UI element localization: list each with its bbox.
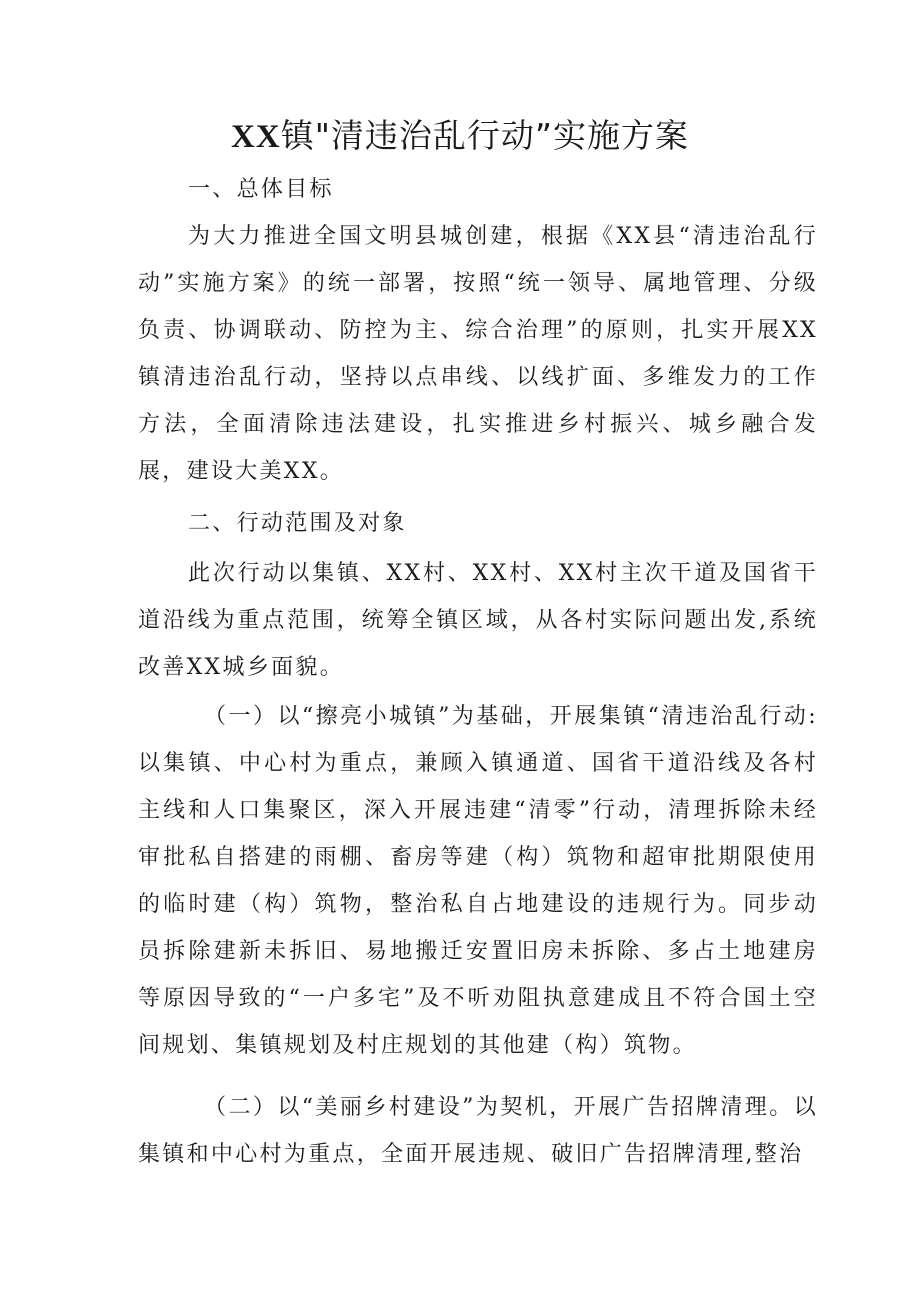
section-heading-1: 一、总体目标: [188, 177, 334, 202]
title-rest: 镇"清违治乱行动”实施方案: [280, 116, 689, 155]
item-2-paragraph: （二）以“美丽乡村建设”为契机，开展广告招牌清理。以集镇和中心村为重点，全面开展违规、破旧广告招牌清理,整治: [138, 1095, 818, 1167]
document-title: [0, 112, 920, 161]
title-prefix: XX: [231, 119, 281, 155]
section-2-paragraph: 此次行动以集镇、XX村、XX村、XX村主次干道及国省干道沿线为重点范围，统筹全镇区域，从各村实际问题出发,系统改善XX城乡面貌。: [138, 561, 818, 680]
section-heading-2: 二、行动范围及对象: [188, 511, 407, 536]
item-1-paragraph: （一）以“擦亮小城镇”为基础，开展集镇“清违治乱行动:以集镇、中心村为重点，兼顾入镇通道、国省干道沿线及各村主线和人口集聚区，深入开展违建“清零”行动，清理拆除未经审批私自搭建的雨棚、畜房等建（构）筑物和超审批期限使用的临时建（构）筑物，整治私自占地建设的违规行为。同步动员拆除建新未拆旧、易地搬迁安置旧房未拆除、多占土地建房等原因导致的“一户多宅”及不听劝阻执意建成且不符合国土空间规划、集镇规划及村庄规划的其他建（构）筑物。: [138, 704, 818, 1058]
section-1-paragraph: 为大力推进全国文明县城创建，根据《XX县“清违治乱行动”实施方案》的统一部署，按照“统一领导、属地管理、分级负责、协调联动、防控为主、综合治理”的原则，扎实开展XX镇清违治乱行动，坚持以点串线、以线扩面、多维发力的工作方法，全面清除违法建设，扎实推进乡村振兴、城乡融合发展，建设大美XX。: [138, 224, 818, 484]
